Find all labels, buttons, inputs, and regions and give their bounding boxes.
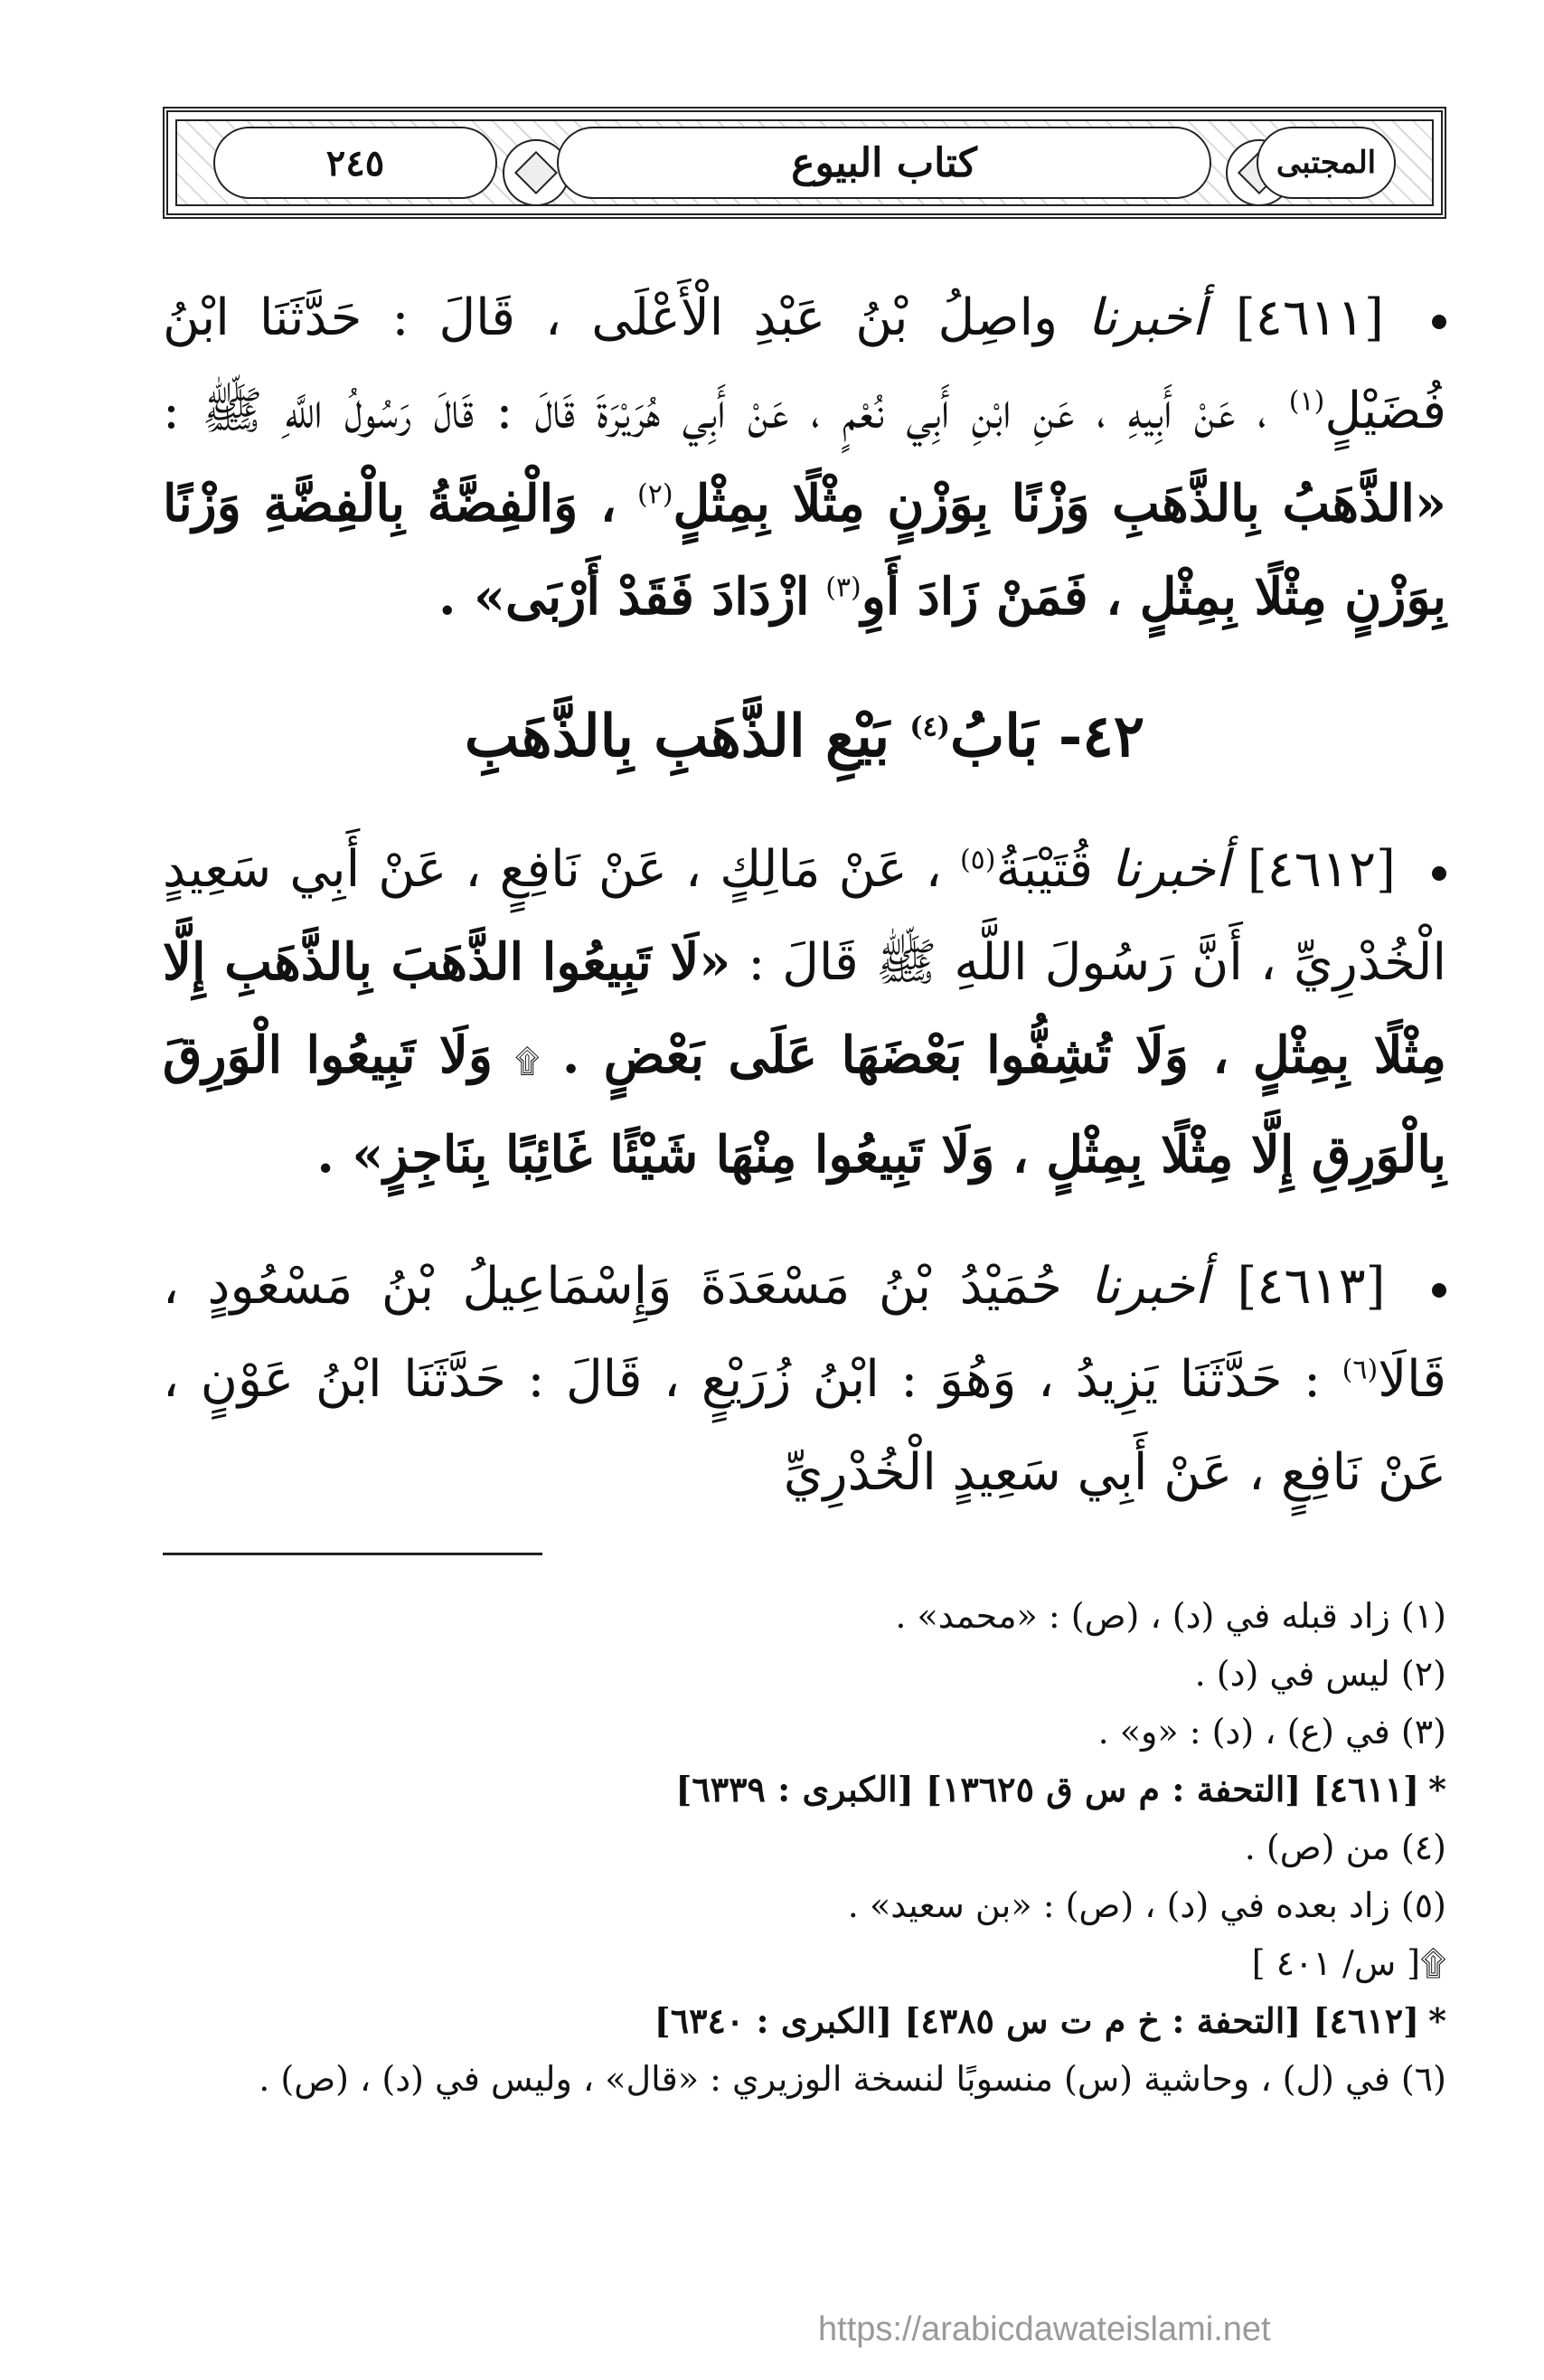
footnote xyxy=(163,2050,1446,2108)
isnad-text: حُمَيْدُ بْنُ مَسْعَدَةَ وَإِسْمَاعِيلُ بْنُ مَسْعُودٍ ، قَالَا xyxy=(163,1257,1446,1409)
star-icon: * xyxy=(1428,2000,1446,2041)
footnote-text: (٥) زاد بعده في (د) ، (ص) : «بن سعيد» . xyxy=(847,1885,1446,1925)
hadith-paragraph xyxy=(163,271,1446,644)
footnote-text: (٣) في (ع) ، (د) : «و» . xyxy=(1097,1712,1446,1752)
akhbarana-label: أخبرنا xyxy=(1087,288,1206,347)
bullet-icon xyxy=(1432,315,1446,329)
akhbarana-label: أخبرنا xyxy=(1090,1257,1209,1316)
isnad-text: ، عَنْ أَبِيهِ ، عَنِ ابْنِ أَبِي نُعْمٍ ، عَنْ أَبِي هُرَيْرَةَ قَالَ : قَالَ رَسُولُ اللَّهِ ﷺ : xyxy=(163,382,1267,440)
footnote-text: (٢) ليس في (د) . xyxy=(1194,1654,1446,1694)
hadith-text: وَلَا تَبِيعُوا الْوَرِقَ بِالْوَرِقِ إِلَّا مِثْلًا بِمِثْلٍ ، وَلَا تَبِيعُوا مِنْهَا شَيْئًا غَائِبًا بِنَاجِزٍ» . xyxy=(163,1025,1446,1185)
series-logo-cartouche xyxy=(1257,127,1396,199)
footnote xyxy=(163,1703,1446,1761)
page-number: ٢٤٥ xyxy=(325,141,385,184)
footnotes xyxy=(163,1587,1446,2108)
book-title-cartouche xyxy=(557,127,1211,199)
footnote xyxy=(163,1876,1446,1934)
bullet-icon xyxy=(1432,866,1446,881)
bullet-icon xyxy=(1432,1283,1446,1298)
footnote-text: (٦) في (ل) ، وحاشية (س) منسوبًا لنسخة الوزيري : «قال» ، وليس في (د) ، (ص) . xyxy=(259,2059,1446,2099)
page-marker-icon: ۩ xyxy=(514,1044,541,1081)
hadith-paragraph xyxy=(163,1240,1446,1519)
footnote-text: (٤) من (ص) . xyxy=(1244,1828,1446,1867)
star-icon: * xyxy=(1428,1769,1446,1809)
isnad-text: : حَدَّثَنَا يَزِيدُ ، وَهُوَ : ابْنُ زُرَيْعٍ ، قَالَ : حَدَّثَنَا ابْنُ عَوْنٍ ، عَنْ نَافِعٍ ، عَنْ أَبِي سَعِيدٍ الْخُدْرِيِّ xyxy=(163,1350,1446,1502)
footnote-text: [٤٦١٢] [التحفة : خ م ت س ٤٣٨٥] [الكبرى : ٦٣٤٠] xyxy=(654,2000,1420,2041)
narrator-name: قُتَيْبَةُ xyxy=(995,840,1094,899)
footnote-marker: (٦) xyxy=(1342,1354,1379,1386)
footnote-text: [٤٦١١] [التحفة : م س ق ١٣٦٢٥] [الكبرى : ٦٣٣٩] xyxy=(675,1769,1420,1809)
hadith-text: «الذَّهَبُ بِالذَّهَبِ وَزْنًا بِوَزْنٍ مِثْلًا بِمِثْلٍ xyxy=(673,474,1446,534)
footnote-text: ۩[ س/ ٤٠١ ] xyxy=(1251,1943,1446,1983)
footnote xyxy=(163,1645,1446,1703)
akhbarana-label: أخبرنا xyxy=(1111,840,1229,899)
hadith-text: ، وَالْفِضَّةُ بِالْفِضَّةِ وَزْنًا بِوَزْنٍ مِثْلًا بِمِثْلٍ ، فَمَنْ زَادَ أَوِ xyxy=(163,474,1446,627)
isnad-text: واصِلُ بْنُ عَبْدِ الْأَعْلَى ، قَالَ : حَدَّثَنَا ابْنُ فُضَيْلٍ xyxy=(163,288,1446,440)
chapter-title: بَيْعِ الذَّهَبِ بِالذَّهَبِ xyxy=(464,703,890,770)
footnote-marker: (٣) xyxy=(825,571,861,604)
main-text xyxy=(163,271,1446,1557)
hadith-text: «لَا تَبِيعُوا الذَّهَبَ بِالذَّهَبِ إِلَّا مِثْلًا بِمِثْلٍ ، وَلَا تُشِفُّوا بَعْضَهَا عَلَى بَعْضٍ . xyxy=(163,932,1446,1085)
watermark-url: https://arabicdawateislami.net xyxy=(818,2310,1271,2348)
footnote-marker: (٤) xyxy=(909,711,950,743)
takhrij-note xyxy=(163,1761,1446,1818)
chapter-label: بَابُ xyxy=(949,703,1039,770)
footnote-separator xyxy=(163,1553,542,1555)
page-number-cartouche xyxy=(213,127,497,199)
hadith-paragraph xyxy=(163,823,1446,1202)
footnote-marker: (٢) xyxy=(636,478,673,511)
page-header xyxy=(163,107,1446,219)
hadith-number: [٤٦١٢] xyxy=(1247,840,1396,899)
footnote xyxy=(163,1587,1446,1645)
chapter-heading xyxy=(163,687,1446,787)
footnote xyxy=(163,1818,1446,1876)
chapter-number: ٤٢- xyxy=(1058,703,1145,770)
footnote xyxy=(163,1934,1446,1992)
hadith-text: ازْدَادَ فَقَدْ أَرْبَى» . xyxy=(438,567,810,627)
footnote-text: (١) زاد قبله في (د) ، (ص) : «محمد» . xyxy=(895,1596,1446,1636)
isnad-text: ، عَنْ مَالِكٍ ، عَنْ نَافِعٍ ، عَنْ أَبِي سَعِيدٍ الْخُدْرِيِّ ، أَنَّ رَسُولَ اللَّهِ ﷺ قَالَ : xyxy=(163,840,1446,992)
book-title: كتاب البيوع xyxy=(791,139,977,186)
hadith-number: [٤٦١٣] xyxy=(1237,1257,1386,1316)
takhrij-note xyxy=(163,1992,1446,2050)
footnote-marker: (٥) xyxy=(959,844,996,876)
hadith-number: [٤٦١١] xyxy=(1235,288,1384,347)
footnote-marker: (١) xyxy=(1288,385,1325,418)
series-logo: المجتبى xyxy=(1276,145,1377,181)
header-ornament-band xyxy=(175,119,1434,206)
